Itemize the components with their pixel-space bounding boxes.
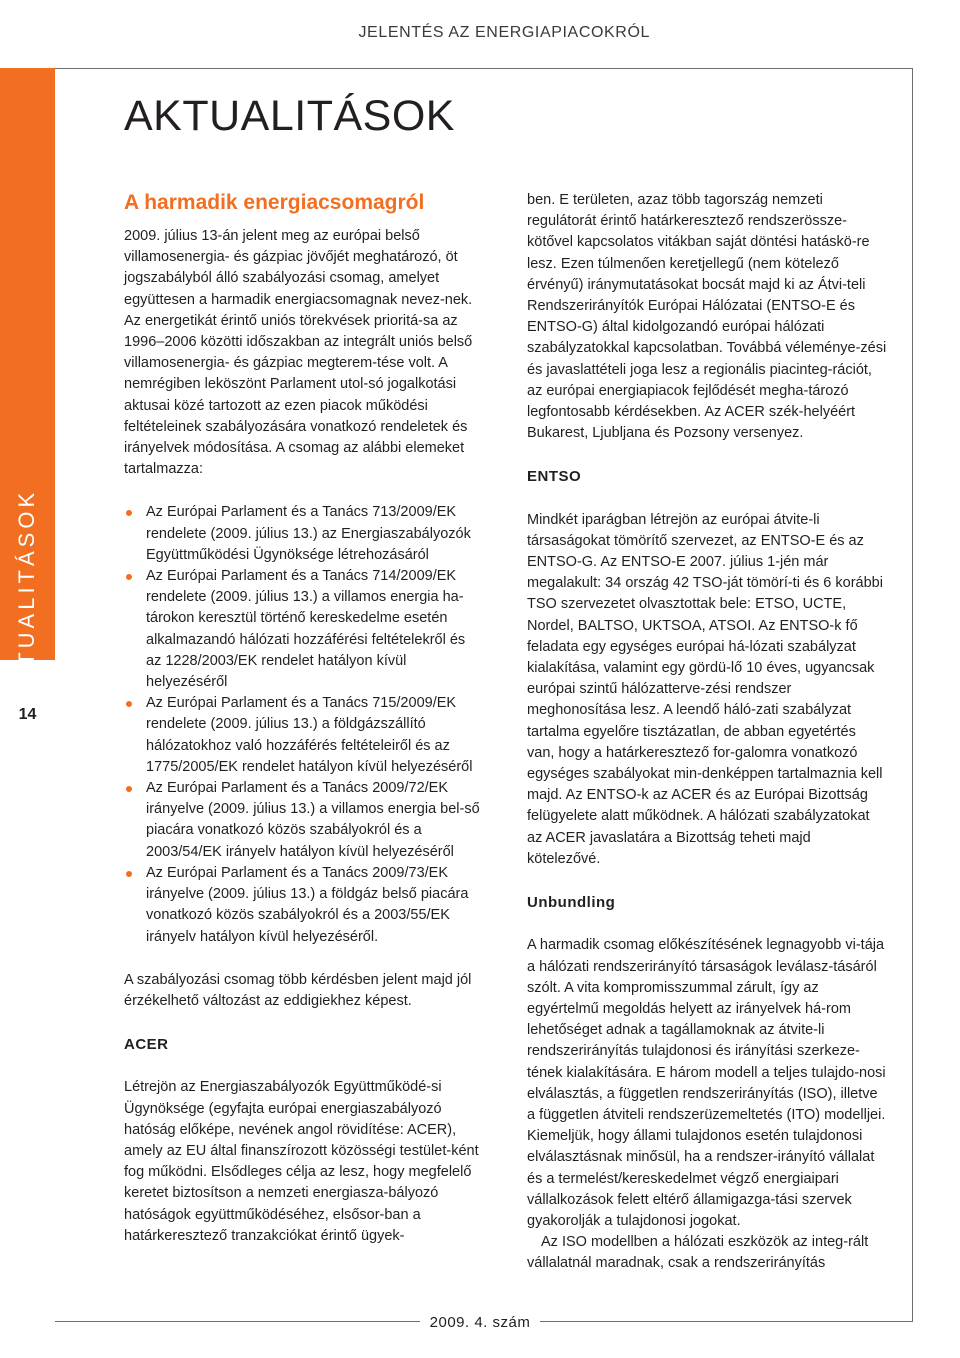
article-subtitle: A harmadik energiacsomagról <box>124 191 425 214</box>
continuation-paragraph: ben. E területen, azaz több tagország nemzeti regulátorát érintő határkeresztező rendszerössze-kötővel kapcsolatos vitákban saját döntési hatáskö-re lesz. Ezen túlmenően keretjellegű (nem kötelező érvényű) iránymutatásokat bocsát majd ki az Átvi-teli Rendszerirányítók Európai Hálózatai (ENTSO-E és ENTSO-G) által kidolgozandó európai hálózati szabályzatokkal kapcsolatban. Továbbá véleménye-zési és javaslattételi joga lesz a regionális piacinteg-rációt, az európai energiapiacok fejlődését megha-tározó legfontosabb kérdésekben. Az ACER szék-helyéért Bukarest, Ljubljana és Pozsony versenyez. <box>527 192 887 442</box>
bullet-icon <box>126 871 132 877</box>
list-item-text: Az Európai Parlament és a Tanács 714/2009/EK rendelete (2009. július 13.) a villamos energia ha-tárokon keresztül történő kereskedelme esetén alkalmazandó hálózati hozzáférési feltételekről és az 1228/2003/EK rendelet hatályon kívül helyezéséről <box>146 568 466 691</box>
unbundling-heading: Unbundling <box>527 894 616 912</box>
bullet-icon <box>126 786 132 792</box>
bullet-icon <box>126 574 132 580</box>
entso-heading: ENTSO <box>527 468 582 486</box>
acer-paragraph: Létrejön az Energiaszabályozók Együttműködé-si Ügynöksége (egyfajta európai energiaszabályozó hatóság előképe, nevének angol rövidítése: ACER), amely az EU által finanszírozott közösségi testület-ként fog működni. Elsődleges célja az lesz, hogy megfelelő keretet biztosítson a nemzeti energiasza-bályozó hatóságok együttműködéséhez, elsősor-ban a határkeresztező tranzakciókat érintő ügyek- <box>124 1079 479 1244</box>
list-item <box>124 566 480 693</box>
issue-number: 2009. 4. szám <box>420 1314 541 1331</box>
list-item <box>124 502 480 566</box>
closing-paragraph: A szabályozási csomag több kérdésben jelent majd jól érzékelhető változást az eddigiekhez képest. <box>124 971 472 1009</box>
intro-paragraph: 2009. július 13-án jelent meg az európai belső villamosenergia- és gázpiac jövőjét meghatározó, öt jogszabályból álló szabályozási csomag, amelyet együttesen a harmadik energiacsomagnak nevez-nek. Az energetikát érintő uniós törekvések prioritá-sa az 1996–2006 közötti időszakban az integrált uniós belső villamosenergia- és gázpiac megterem-tése volt. A nemrégiben leköszönt Parlament utol-só jogalkotási aktusai közé tartozott az ezen piacok működési feltételeinek szabályozására vonatkozó rendeletek és irányelvek módosítása. A csomag az alábbi elemeket tartalmazza: <box>124 228 473 478</box>
footer <box>0 1314 960 1331</box>
right-column <box>527 190 887 1275</box>
list-item <box>124 778 480 863</box>
iso-paragraph: Az ISO modellben a hálózati eszközök az integ-rált vállalatnál maradnak, csak a rendszerirányítás <box>527 1234 869 1272</box>
acer-heading: ACER <box>124 1036 169 1054</box>
list-item-text: Az Európai Parlament és a Tanács 713/2009/EK rendelete (2009. július 13.) az Energiaszabályozók Együttműködési Ügynöksége létrehozásáról <box>146 504 471 563</box>
list-item-text: Az Európai Parlament és a Tanács 2009/72/EK irányelve (2009. július 13.) a villamos energia bel-ső piacára vonatkozó közös szabályokról és a 2003/54/EK irányelv hatályon kívül helyezéséről <box>146 780 480 860</box>
bullet-icon <box>126 701 132 707</box>
package-elements-list <box>124 502 480 947</box>
list-item-text: Az Európai Parlament és a Tanács 715/2009/EK rendelete (2009. július 13.) a földgázszállító hálózatokhoz való hozzáférés feltételeiről és az 1775/2005/EK rendelet hatályon kívül helyezéséről <box>146 695 473 775</box>
list-item <box>124 863 480 948</box>
list-item <box>124 693 480 778</box>
section-title: AKTUALITÁSOK <box>124 92 455 140</box>
running-header <box>250 24 650 42</box>
list-item-text: Az Európai Parlament és a Tanács 2009/73/EK irányelve (2009. július 13.) a földgáz belső piacára vonatkozó közös szabályokról és a 2003/55/EK irányelv hatályon kívül helyezéséről. <box>146 864 469 945</box>
sidebar-tab <box>0 68 55 704</box>
entso-paragraph: Mindkét iparágban létrejön az európai átvite-li társaságokat tömörítő szervezet, az ENTSO-E és az ENTSO-G. Az ENTSO-E 2007. július 1-jén már megalakult: 34 ország 42 TSO-ját tömörí-ti és 6 korábbi TSO szervezetet olvasztottak bele: ETSO, UCTE, Nordel, BALTSO, UKTSOA, ATSOI. Az ENTSO-k fő feladata egy egységes európai há-lózati szabályzat kialakítása, valamint egy gördü-lő 10 éves, ugyancsak európai szintű hálózatterve-zési rendszer meghonosítása lesz. A leendő háló-zati szabályzat tartalma egyelőre tisztázatlan, de abban egyetértés van, hogy a határkeresztező for-galomra vonatkozó egységes szabályokat min-denképpen tartalmaznia kell majd. Az ENTSO-k az ACER és az Európai Bizottság felügyelete alatt működnek. A hálózati szabályzatokat az ACER javaslatára a Bizottság teheti majd kötelezővé. <box>527 511 883 867</box>
bullet-icon <box>126 510 132 516</box>
page-number: 14 <box>18 706 37 723</box>
running-header-text: JELENTÉS AZ ENERGIAPIACOKRÓL <box>358 24 650 41</box>
left-column <box>124 190 480 1247</box>
sidebar-vertical-label: AKTUALITÁSOK <box>14 488 39 704</box>
unbundling-paragraph: A harmadik csomag előkészítésének legnagyobb vi-tája a hálózati rendszerirányító társaságok leválasz-tásáról szólt. A vita kompromisszummal zárult, így az egyértelmű megoldás helyett az irányelvek há-rom lehetőséget adnak a tagállamoknak az átvite-li rendszerirányítás tulajdonosi és irányítási szerkeze-tének kialakítására. E három modell a teljes tulajdo-nosi elválasztás, a független rendszerirányítás (ISO), illetve a független átviteli rendszerüzemeltetés (ITO) modelljei. Kiemeljük, hogy állami tulajdonos esetén tulajdonosi elválasztásnak minősül, ha a rendszer-irányító vállalat és a termelést/kereskedelmet végző energiaipari vállalkozások felett eltérő államigazga-tási szervek gyakorolják a tulajdonosi jogokat. <box>527 937 886 1229</box>
